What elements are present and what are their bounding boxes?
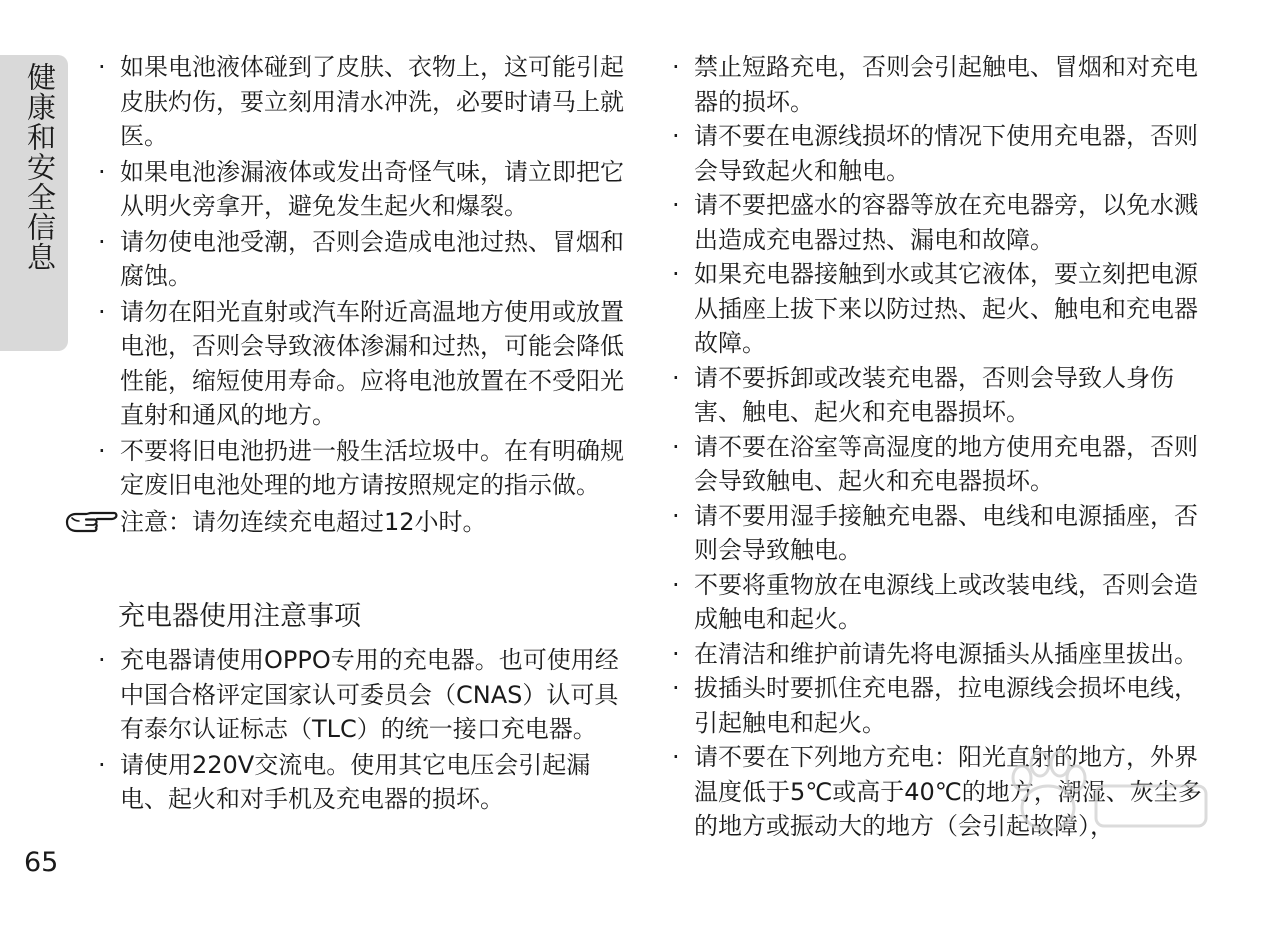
list-item-text: 请勿使电池受潮，否则会造成电池过热、冒烟和腐蚀。 [120,227,624,290]
list-item [94,748,624,817]
bullet: · [672,432,680,461]
list-item [668,568,1208,637]
list-item [668,361,1208,430]
charger-safety-list [668,50,1208,844]
list-item [668,499,1208,568]
list-item [94,434,624,503]
list-item [668,637,1208,672]
list-item-text: 拔插头时要抓住充电器，拉电源线会损坏电线，引起触电和起火。 [694,674,1198,737]
list-item-text: 请不要在浴室等高湿度的地方使用充电器，否则会导致触电、起火和充电器损坏。 [694,432,1198,495]
bullet: · [672,191,680,219]
bullet: · [672,501,680,530]
list-item-text: 请勿在阳光直射或汽车附近高温地方使用或放置电池，否则会导致液体渗漏和过热，可能会降低性能，缩短使用寿命。应将电池放置在不受阳光直射和通风的地方。 [120,297,624,429]
bullet: · [98,227,106,256]
bullet: · [98,297,106,326]
list-item-text: 禁止短路充电，否则会引起触电、冒烟和对充电器的损坏。 [694,53,1198,116]
bullet: · [672,260,680,288]
bullet: · [98,436,106,465]
charging-note [64,505,624,540]
list-item-text: 请不要用湿手接触充电器、电线和电源插座，否则会导致触电。 [694,501,1198,564]
list-item [668,50,1208,119]
list-item-text: 如果电池液体碰到了皮肤、衣物上，这可能引起皮肤灼伤，要立刻用清水冲洗，必要时请马上就医。 [120,53,624,150]
pointing-hand-icon [64,509,118,535]
list-item-text: 请使用220V交流电。使用其它电压会引起漏电、起火和对手机及充电器的损坏。 [120,750,591,813]
charger-section-title: 充电器使用注意事项 [118,601,361,632]
list-item [94,50,624,154]
list-item [668,188,1208,257]
section-side-tab-label: 健康和安全信息 [23,62,57,272]
bullet: · [672,570,680,599]
left-column [94,50,624,818]
list-item [94,155,624,224]
list-item [94,225,624,294]
bullet: · [98,157,106,186]
bullet: · [672,743,680,771]
page-number: 65 [24,847,59,878]
list-item [94,295,624,433]
battery-safety-list [94,50,624,503]
note-text: 注意：请勿连续充电超过12小时。 [120,507,487,536]
list-item-text: 请不要把盛水的容器等放在充电器旁，以免水溅出造成充电器过热、漏电和故障。 [694,191,1198,254]
bullet: · [672,363,680,392]
bullet: · [672,674,680,702]
charger-usage-list [94,643,624,817]
list-item [668,740,1208,844]
list-item-text: 不要将重物放在电源线上或改装电线，否则会造成触电和起火。 [694,570,1198,633]
list-item [668,671,1208,740]
list-item-text: 在清洁和维护前请先将电源插头从插座里拔出。 [694,639,1198,668]
bullet: · [672,639,680,668]
bullet: · [672,122,680,150]
bullet: · [672,53,680,81]
list-item [94,643,624,747]
list-item-text: 如果电池渗漏液体或发出奇怪气味，请立即把它从明火旁拿开，避免发生起火和爆裂。 [120,157,624,220]
list-item-text: 充电器请使用OPPO专用的充电器。也可使用经中国合格评定国家认可委员会（CNAS）认可具有泰尔认证标志（TLC）的统一接口充电器。 [120,646,619,743]
list-item [668,430,1208,499]
list-item [668,257,1208,361]
list-item-text: 请不要在下列地方充电：阳光直射的地方，外界温度低于5℃或高于40℃的地方，潮湿、灰尘多的地方或振动大的地方（会引起故障）， [694,743,1202,840]
bullet: · [98,646,106,674]
list-item [668,119,1208,188]
right-column [668,50,1208,844]
list-item-text: 请不要拆卸或改装充电器，否则会导致人身伤害、触电、起火和充电器损坏。 [694,363,1174,426]
list-item-text: 如果充电器接触到水或其它液体，要立刻把电源从插座上拔下来以防过热、起火、触电和充电器故障。 [694,260,1198,357]
bullet: · [98,53,106,81]
bullet: · [98,750,106,779]
list-item-text: 不要将旧电池扔进一般生活垃圾中。在有明确规定废旧电池处理的地方请按照规定的指示做。 [120,436,624,499]
list-item-text: 请不要在电源线损坏的情况下使用充电器，否则会导致起火和触电。 [694,122,1198,185]
